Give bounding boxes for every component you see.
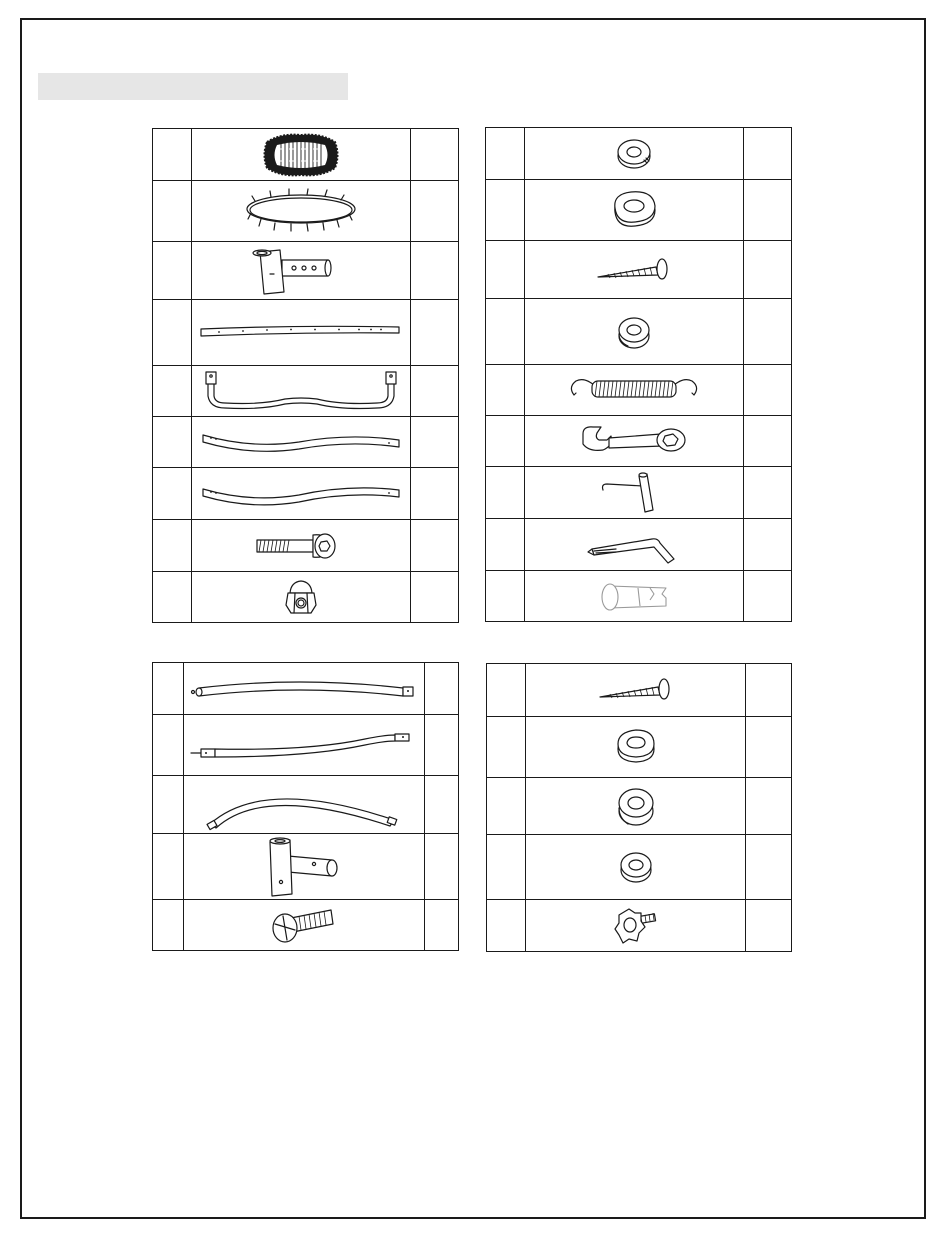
part-illustration [525, 299, 744, 365]
part-illustration [184, 776, 425, 834]
part-quantity [411, 520, 459, 572]
part-illustration [525, 365, 744, 416]
screw-icon [596, 675, 676, 705]
part-number [487, 717, 526, 778]
part-number [153, 520, 192, 572]
screw-icon [594, 255, 674, 285]
curved-washer-icon [614, 727, 658, 767]
part-number [487, 778, 526, 835]
table-row [487, 778, 792, 835]
part-illustration [525, 416, 744, 467]
part-illustration [184, 715, 425, 776]
part-quantity [425, 663, 459, 715]
parts-table-frame-components [152, 128, 459, 623]
small-washer-icon [616, 847, 656, 887]
table-row [153, 663, 459, 715]
part-quantity [411, 468, 459, 520]
table-row [486, 519, 792, 571]
part-illustration [192, 181, 411, 242]
curved-tube-icon [199, 427, 403, 457]
table-row [487, 717, 792, 778]
part-illustration [192, 300, 411, 366]
part-number [486, 241, 525, 299]
part-illustration [184, 834, 425, 900]
table-row [153, 776, 459, 834]
part-illustration [192, 572, 411, 623]
part-illustration [184, 663, 425, 715]
part-number [486, 180, 525, 241]
part-quantity [744, 571, 792, 622]
part-illustration [526, 900, 746, 952]
spring-washer-icon [614, 312, 654, 352]
part-quantity [425, 776, 459, 834]
table-row [486, 365, 792, 416]
table-row [153, 242, 459, 300]
table-row [153, 900, 459, 951]
part-number [153, 900, 184, 951]
part-quantity [744, 416, 792, 467]
part-illustration [526, 664, 746, 717]
spring-frame-ring-icon [241, 188, 361, 234]
part-quantity [744, 467, 792, 519]
part-illustration [192, 417, 411, 468]
bent-handlebar-tube-icon [189, 727, 419, 763]
parts-table-handlebar-hardware [486, 663, 792, 952]
part-quantity [425, 834, 459, 900]
table-row [486, 467, 792, 519]
part-quantity [411, 181, 459, 242]
part-quantity [744, 299, 792, 365]
part-illustration [192, 468, 411, 520]
table-row [487, 664, 792, 717]
part-quantity [744, 365, 792, 416]
part-illustration [184, 900, 425, 951]
part-illustration [525, 571, 744, 622]
part-quantity [411, 366, 459, 417]
spring-hook-tool-icon [599, 470, 669, 516]
part-number [153, 776, 184, 834]
parts-table-hardware [485, 127, 792, 622]
part-quantity [411, 417, 459, 468]
part-quantity [411, 572, 459, 623]
part-quantity [744, 241, 792, 299]
part-illustration [526, 835, 746, 900]
part-illustration [192, 129, 411, 181]
end-cap-icon [594, 576, 674, 616]
handlebar-tube-icon [189, 674, 419, 704]
part-quantity [746, 835, 792, 900]
table-row [153, 366, 459, 417]
part-number [486, 571, 525, 622]
part-quantity [744, 180, 792, 241]
part-illustration [192, 366, 411, 417]
table-row [486, 571, 792, 622]
part-quantity [425, 715, 459, 776]
part-number [153, 417, 192, 468]
part-quantity [425, 900, 459, 951]
part-quantity [746, 664, 792, 717]
part-quantity [746, 778, 792, 835]
part-number [153, 834, 184, 900]
part-number [487, 664, 526, 717]
thumb-bolt-icon [269, 904, 339, 946]
part-number [153, 129, 192, 181]
table-row [486, 299, 792, 365]
part-number [486, 519, 525, 571]
table-row [153, 417, 459, 468]
table-row [486, 416, 792, 467]
split-washer-icon [614, 137, 654, 171]
part-quantity [744, 519, 792, 571]
part-number [486, 416, 525, 467]
handlebar-t-connector-icon [264, 836, 344, 898]
table-row [153, 129, 459, 181]
part-number [153, 468, 192, 520]
part-quantity [411, 129, 459, 181]
part-illustration [525, 128, 744, 180]
part-quantity [411, 300, 459, 366]
cap-nut-icon [281, 577, 321, 617]
wrench-icon [579, 424, 689, 458]
part-number [153, 572, 192, 623]
hex-bolt-icon [253, 531, 349, 561]
table-row [487, 900, 792, 952]
part-quantity [411, 242, 459, 300]
part-illustration [525, 180, 744, 241]
u-leg-icon [201, 368, 401, 414]
part-illustration [526, 778, 746, 835]
part-quantity [744, 128, 792, 180]
table-row [153, 572, 459, 623]
table-row [486, 180, 792, 241]
table-row [486, 241, 792, 299]
part-number [153, 715, 184, 776]
part-illustration [525, 519, 744, 571]
part-illustration [525, 241, 744, 299]
table-row [153, 715, 459, 776]
part-quantity [746, 900, 792, 952]
table-row [486, 128, 792, 180]
table-row [153, 468, 459, 520]
part-illustration [525, 467, 744, 519]
part-number [487, 835, 526, 900]
part-number [153, 300, 192, 366]
part-illustration [526, 717, 746, 778]
curved-tube-icon [199, 479, 403, 509]
parts-table-handlebar-components [152, 662, 459, 951]
table-row [153, 300, 459, 366]
part-number [487, 900, 526, 952]
t-connector-icon [246, 244, 356, 298]
jumping-mat-icon [261, 132, 341, 178]
section-header-bar [38, 73, 348, 100]
table-row [153, 834, 459, 900]
straight-tube-icon [199, 323, 403, 343]
part-number [153, 366, 192, 417]
part-number [486, 128, 525, 180]
table-row [487, 835, 792, 900]
part-number [153, 181, 192, 242]
part-illustration [192, 242, 411, 300]
lock-washer-icon [614, 784, 658, 828]
part-number [153, 663, 184, 715]
part-number [153, 242, 192, 300]
part-illustration [192, 520, 411, 572]
star-knob-icon [611, 905, 661, 947]
part-number [486, 299, 525, 365]
part-number [486, 365, 525, 416]
part-quantity [746, 717, 792, 778]
spring-icon [564, 373, 704, 407]
part-number [486, 467, 525, 519]
flat-washer-icon [609, 190, 659, 230]
table-row [153, 181, 459, 242]
allen-key-icon [586, 523, 682, 567]
table-row [153, 520, 459, 572]
arc-tube-icon [204, 780, 404, 830]
